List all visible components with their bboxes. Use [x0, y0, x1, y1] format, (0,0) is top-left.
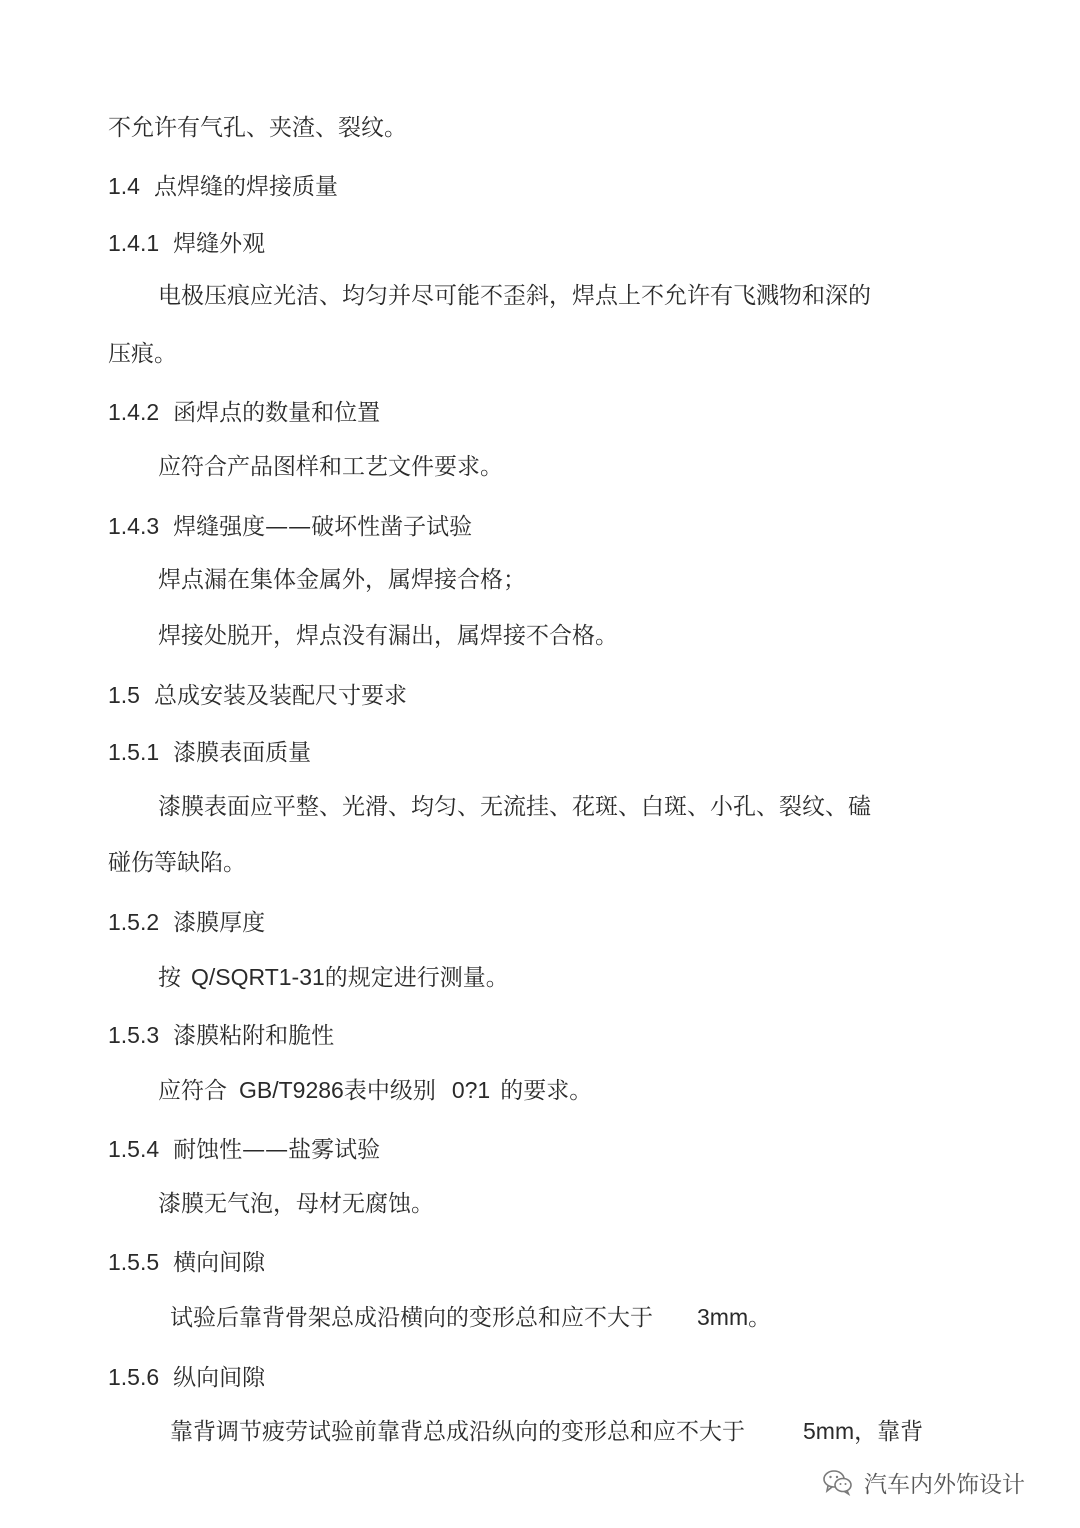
section-number: 1.4.2	[108, 399, 160, 425]
paragraph-line	[170, 1420, 923, 1444]
section-heading-1-5-6	[108, 1366, 265, 1390]
paragraph-line	[158, 569, 526, 592]
section-heading-1-5-1	[108, 741, 311, 765]
text: 应符合产品图样和工艺文件要求。	[158, 454, 503, 480]
section-heading-1-5	[108, 684, 407, 708]
section-heading-1-4	[108, 175, 338, 199]
section-title: 函焊点的数量和位置	[173, 400, 381, 426]
paragraph-line	[158, 1079, 592, 1103]
text: 靠背调节疲劳试验前靠背总成沿纵向的变形总和应不大于	[170, 1419, 745, 1445]
section-title: 漆膜厚度	[173, 910, 266, 936]
text: 电极压痕应光洁、均匀并尽可能不歪斜，焊点上不允许有飞溅物和深的	[158, 283, 871, 309]
section-title: 焊缝强度——破坏性凿子试验	[173, 514, 473, 540]
text: 表中级别	[343, 1078, 436, 1104]
paragraph-line	[158, 1193, 434, 1216]
measurement-value: 5mm	[803, 1418, 855, 1444]
text: ，靠背	[854, 1419, 924, 1445]
paragraph-line	[158, 796, 871, 819]
text: 的要求。	[500, 1078, 593, 1104]
section-heading-1-5-3	[108, 1024, 334, 1048]
text: 应符合	[158, 1078, 227, 1104]
section-heading-1-4-2	[108, 401, 380, 425]
text: 压痕。	[108, 341, 177, 367]
text: 试验后靠背骨架总成沿横向的变形总和应不大于	[170, 1305, 653, 1331]
watermark-text: 汽车内外饰设计	[864, 1471, 1025, 1498]
section-number: 1.4.3	[108, 513, 160, 539]
section-title: 耐蚀性——盐雾试验	[173, 1137, 381, 1163]
section-heading-1-5-2	[108, 911, 265, 935]
paragraph-line	[158, 456, 503, 479]
section-heading-1-4-1	[108, 232, 265, 256]
text: 漆膜无气泡，母材无腐蚀。	[158, 1191, 434, 1217]
section-title: 总成安装及装配尺寸要求	[153, 683, 407, 709]
paragraph-line	[158, 285, 871, 308]
text: 不允许有气孔、夹渣、裂纹。	[108, 115, 407, 141]
measurement-value: 3mm	[697, 1304, 749, 1330]
section-title: 漆膜粘附和脆性	[173, 1023, 335, 1049]
paragraph-line	[108, 343, 177, 366]
section-number: 1.5.3	[108, 1022, 160, 1048]
paragraph-line	[158, 625, 618, 648]
wechat-icon	[822, 1468, 854, 1496]
text: 的规定进行测量。	[324, 965, 509, 991]
section-title: 点焊缝的焊接质量	[153, 174, 338, 200]
text: 碰伤等缺陷。	[108, 850, 246, 876]
section-number: 1.5.2	[108, 909, 160, 935]
section-heading-1-5-4	[108, 1138, 380, 1162]
text: 焊接处脱开，焊点没有漏出，属焊接不合格。	[158, 623, 618, 649]
standard-code: Q/SQRT1-31	[191, 964, 325, 990]
section-number: 1.5.4	[108, 1136, 160, 1162]
text: 。	[748, 1305, 772, 1331]
paragraph-line	[108, 852, 246, 875]
section-title: 纵向间隙	[173, 1365, 266, 1391]
section-number: 1.4.1	[108, 230, 160, 256]
paragraph-line	[170, 1306, 771, 1330]
paragraph-line	[108, 117, 407, 140]
section-number: 1.4	[108, 173, 140, 199]
section-number: 1.5.1	[108, 739, 160, 765]
text: 焊点漏在集体金属外，属焊接合格；	[158, 567, 526, 593]
grade-value: 0?1	[451, 1077, 491, 1103]
section-heading-1-5-5	[108, 1251, 265, 1275]
text: 漆膜表面应平整、光滑、均匀、无流挂、花斑、白斑、小孔、裂纹、磕	[158, 794, 871, 820]
text: 按	[158, 965, 181, 991]
paragraph-line	[158, 966, 509, 990]
watermark	[822, 1462, 1025, 1502]
section-title: 焊缝外观	[173, 231, 266, 257]
section-number: 1.5.6	[108, 1364, 160, 1390]
section-number: 1.5.5	[108, 1249, 160, 1275]
section-heading-1-4-3	[108, 515, 472, 539]
section-title: 横向间隙	[173, 1250, 266, 1276]
standard-code: GB/T9286	[239, 1077, 344, 1103]
section-number: 1.5	[108, 682, 140, 708]
section-title: 漆膜表面质量	[173, 740, 312, 766]
